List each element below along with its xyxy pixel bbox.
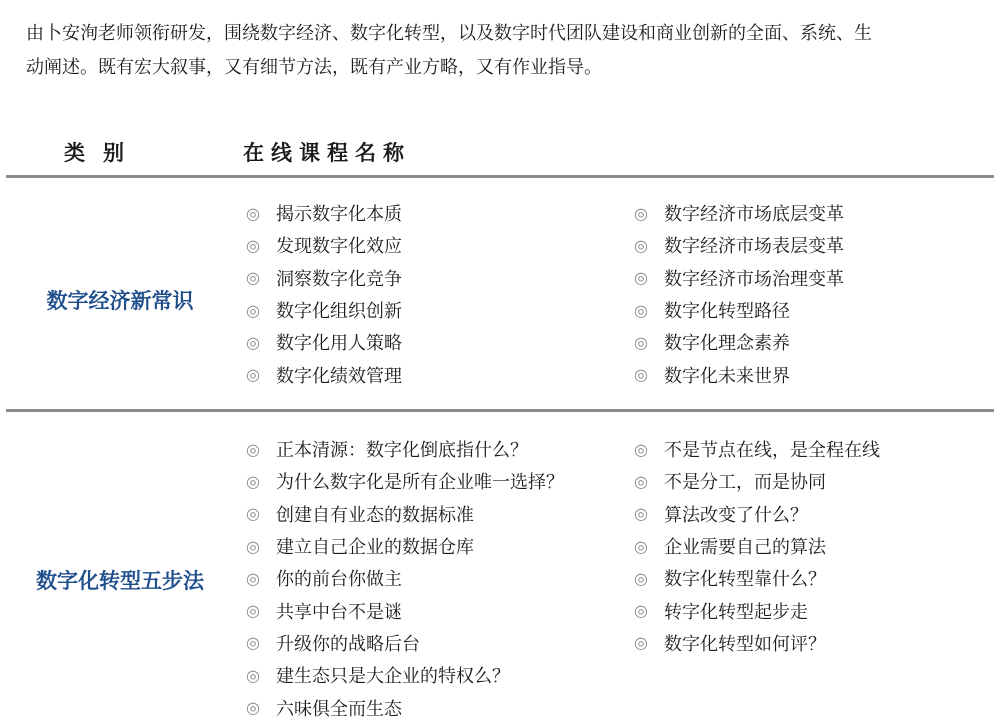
course-item (633, 627, 880, 659)
bullet-icon: ◎ (634, 203, 648, 223)
course-title: 发现数字化效应 (276, 236, 402, 258)
course-item (633, 294, 844, 326)
course-item (245, 498, 564, 530)
course-title: 数字化理念素养 (664, 333, 790, 355)
bullet-icon: ◎ (634, 504, 648, 524)
course-title: 创建自有业态的数据标准 (276, 504, 474, 526)
column-header-course-name: 在线课程名称 (243, 141, 411, 165)
course-title: 数字化转型靠什么？ (664, 569, 826, 591)
course-title: 数字化转型如何评？ (664, 633, 826, 655)
course-item (245, 326, 402, 358)
section-title-five-steps: 数字化转型五步法 (36, 569, 204, 593)
course-list-right (633, 433, 880, 659)
course-item (633, 229, 844, 261)
bullet-icon: ◎ (246, 300, 260, 320)
bullet-icon: ◎ (246, 633, 260, 653)
course-list-right (633, 197, 844, 391)
bullet-icon: ◎ (246, 601, 260, 621)
course-item (633, 562, 880, 594)
course-title: 数字化未来世界 (664, 365, 790, 387)
bullet-icon: ◎ (246, 471, 260, 491)
course-title: 揭示数字化本质 (276, 204, 402, 226)
bullet-icon: ◎ (634, 568, 648, 588)
course-title: 数字化绩效管理 (276, 365, 402, 387)
course-item (245, 530, 564, 562)
course-title: 你的前台你做主 (276, 569, 402, 591)
course-item (633, 262, 844, 294)
bullet-icon: ◎ (634, 332, 648, 352)
bullet-icon: ◎ (246, 365, 260, 385)
course-list-left (245, 197, 402, 391)
course-title: 数字化转型路径 (664, 301, 790, 323)
divider-top (6, 175, 994, 178)
course-item (245, 358, 402, 390)
bullet-icon: ◎ (634, 536, 648, 556)
course-item (633, 197, 844, 229)
course-item (245, 659, 564, 691)
bullet-icon: ◎ (634, 471, 648, 491)
course-title: 转字化转型起步走 (664, 601, 808, 623)
course-title: 升级你的战略后台 (276, 633, 420, 655)
course-title: 数字经济市场表层变革 (664, 236, 844, 258)
course-item (245, 433, 564, 465)
bullet-icon: ◎ (246, 439, 260, 459)
course-item (245, 197, 402, 229)
bullet-icon: ◎ (246, 536, 260, 556)
bullet-icon: ◎ (634, 439, 648, 459)
bullet-icon: ◎ (634, 235, 648, 255)
course-item (245, 294, 402, 326)
course-item (245, 465, 564, 497)
course-item (245, 691, 564, 723)
section-title-digital-economy: 数字经济新常识 (46, 289, 194, 313)
course-title: 建立自己企业的数据仓库 (276, 537, 474, 559)
intro-line-2: 动阐述。既有宏大叙事，又有细节方法，既有产业方略，又有作业指导。 (26, 57, 602, 78)
bullet-icon: ◎ (634, 601, 648, 621)
bullet-icon: ◎ (246, 332, 260, 352)
course-title: 数字化组织创新 (276, 301, 402, 323)
course-item (245, 262, 402, 294)
course-item (633, 530, 880, 562)
course-title: 建生态只是大企业的特权么？ (276, 666, 510, 688)
course-item (245, 562, 564, 594)
bullet-icon: ◎ (246, 698, 260, 718)
course-list-left (245, 433, 564, 724)
course-title: 共享中台不是谜 (276, 601, 402, 623)
bullet-icon: ◎ (634, 268, 648, 288)
column-header-category: 类别 (64, 141, 142, 165)
course-title: 不是分工，而是协同 (664, 472, 826, 494)
course-title: 数字化用人策略 (276, 333, 402, 355)
course-title: 六味俱全而生态 (276, 698, 402, 720)
course-item (633, 465, 880, 497)
course-title: 数字经济市场治理变革 (664, 268, 844, 290)
bullet-icon: ◎ (634, 300, 648, 320)
course-item (633, 326, 844, 358)
course-title: 正本清源：数字化倒底指什么？ (276, 440, 528, 462)
bullet-icon: ◎ (246, 235, 260, 255)
bullet-icon: ◎ (246, 568, 260, 588)
course-item (633, 433, 880, 465)
course-title: 为什么数字化是所有企业唯一选择？ (276, 472, 564, 494)
course-item (245, 229, 402, 261)
course-item (633, 498, 880, 530)
bullet-icon: ◎ (246, 504, 260, 524)
course-title: 不是节点在线，是全程在线 (664, 440, 880, 462)
course-item (245, 627, 564, 659)
bullet-icon: ◎ (246, 268, 260, 288)
course-title: 算法改变了什么？ (664, 504, 808, 526)
course-item (245, 594, 564, 626)
bullet-icon: ◎ (246, 203, 260, 223)
intro-paragraph (26, 17, 986, 85)
intro-line-1: 由卜安洵老师领衔研发，围绕数字经济、数字化转型，以及数字时代团队建设和商业创新的全面、系统、生 (26, 23, 872, 44)
course-item (633, 594, 880, 626)
bullet-icon: ◎ (634, 633, 648, 653)
bullet-icon: ◎ (246, 665, 260, 685)
course-title: 数字经济市场底层变革 (664, 204, 844, 226)
course-title: 企业需要自己的算法 (664, 537, 826, 559)
course-title: 洞察数字化竞争 (276, 268, 402, 290)
divider-middle (6, 409, 994, 412)
course-item (633, 358, 844, 390)
bullet-icon: ◎ (634, 365, 648, 385)
